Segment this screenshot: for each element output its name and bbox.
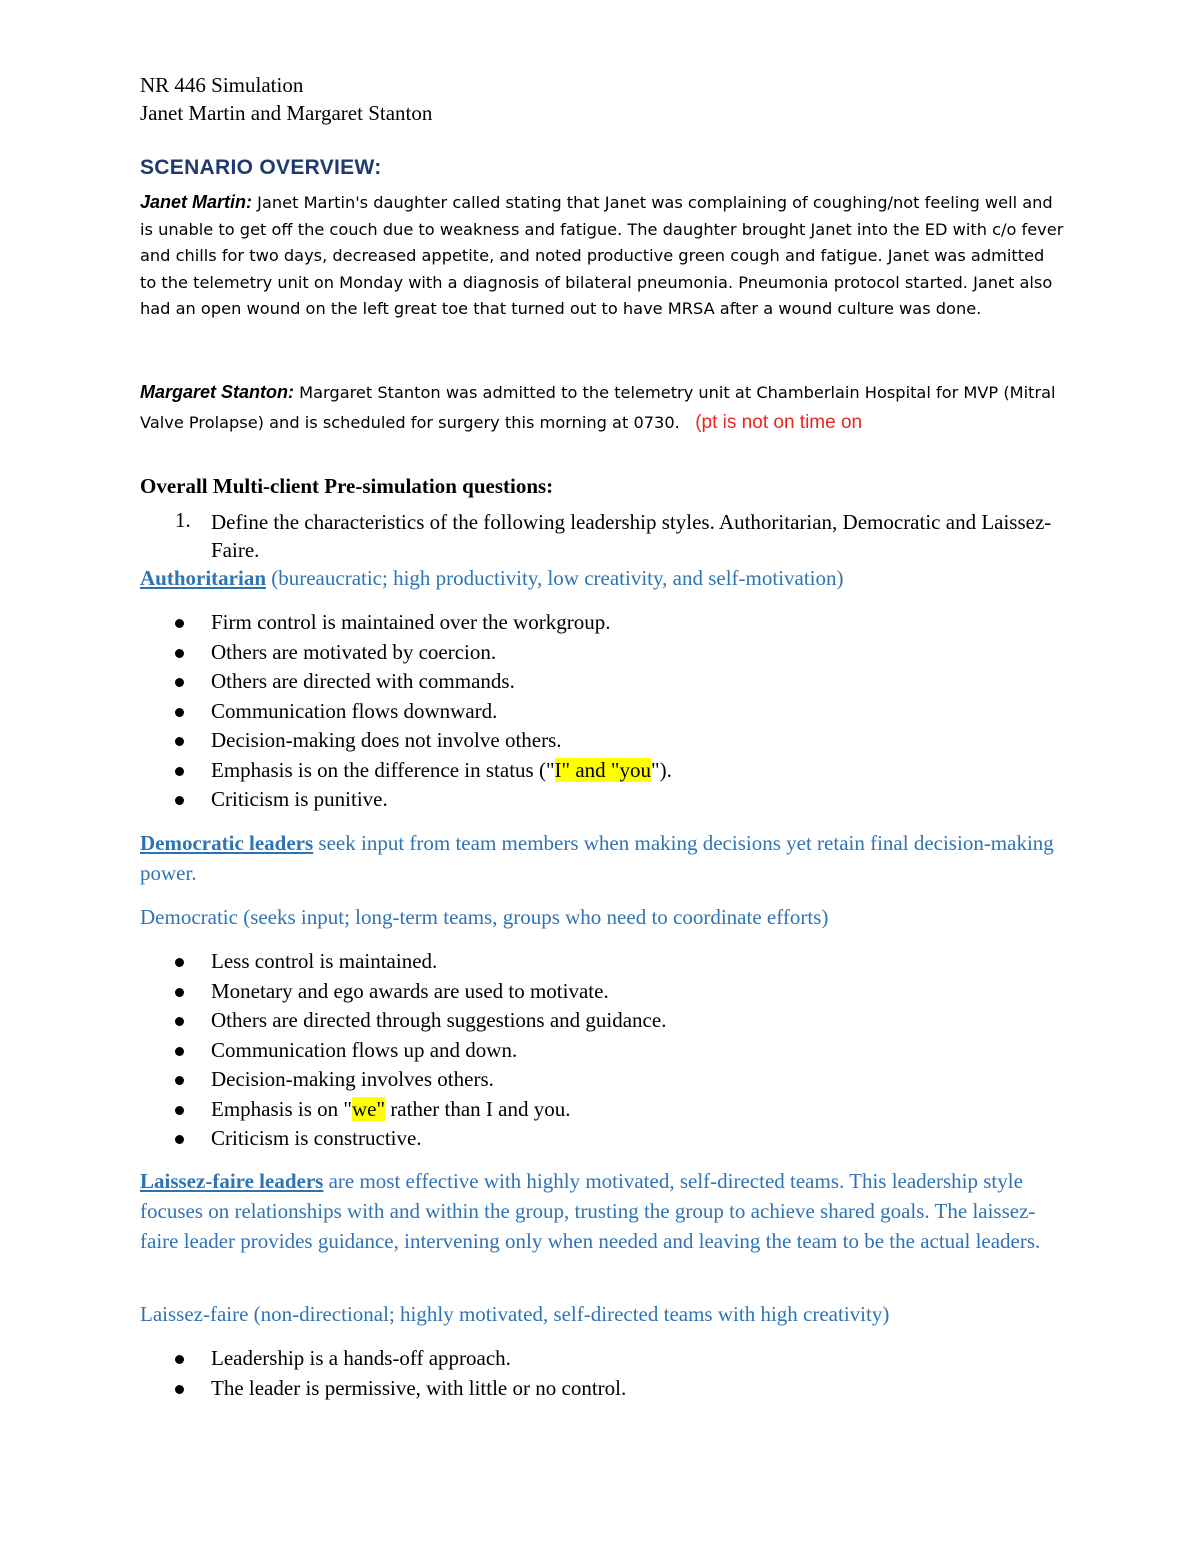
- bullet-icon: [175, 1047, 184, 1056]
- bullet-icon: [175, 1385, 184, 1394]
- authoritarian-heading: [140, 563, 1070, 593]
- bullet-icon: [175, 649, 184, 658]
- list-item: Decision-making does not involve others.: [140, 726, 672, 756]
- margaret-name-label: Margaret Stanton:: [140, 382, 295, 402]
- authoritarian-list: [140, 608, 672, 815]
- margaret-overview-text: Margaret Stanton was admitted to the telemetry unit at Chamberlain Hospital for MVP (Mitral Valve Prolapse) and is scheduled for surgery this morning at 0730.: [140, 383, 1056, 432]
- list-item: Others are motivated by coercion.: [140, 638, 672, 668]
- bullet-icon: [175, 1106, 184, 1115]
- list-item: Leadership is a hands-off approach.: [140, 1344, 626, 1374]
- janet-name-label: Janet Martin:: [140, 192, 253, 212]
- question-text: Define the characteristics of the following leadership styles. Authoritarian, Democratic and Laissez-Faire.: [211, 510, 1052, 562]
- democratic-list: [140, 947, 666, 1154]
- highlighted-text: we": [352, 1096, 386, 1121]
- democratic-desc: seek input from team members when making decisions yet retain final decision-making power.: [140, 831, 1054, 885]
- list-item: Monetary and ego awards are used to motivate.: [140, 977, 666, 1007]
- bullet-icon: [175, 737, 184, 746]
- laissez-faire-list: [140, 1344, 626, 1403]
- laissez-faire-desc: are most effective with highly motivated, self-directed teams. This leadership style focuses on relationships with and within the group, trusting the group to achieve shared goals. The laissez-faire leader provides guidance, intervening only when needed and leaving the team to be the actual leaders.: [140, 1169, 1041, 1253]
- list-item: Communication flows up and down.: [140, 1036, 666, 1066]
- questions-heading: Overall Multi-client Pre-simulation questions:: [140, 474, 554, 498]
- democratic-heading: [140, 828, 1070, 888]
- janet-overview-paragraph: [140, 189, 1065, 323]
- bullet-icon: [175, 1076, 184, 1085]
- question-number: 1.: [175, 508, 191, 532]
- list-item: Criticism is constructive.: [140, 1124, 666, 1154]
- list-item: Communication flows downward.: [140, 697, 672, 727]
- bullet-icon: [175, 767, 184, 776]
- laissez-faire-heading: [140, 1166, 1070, 1256]
- bullet-icon: [175, 1135, 184, 1144]
- bullet-icon: [175, 678, 184, 687]
- highlighted-text: I" and "you: [554, 757, 651, 782]
- laissez-faire-subheading: Laissez-faire (non-directional; highly motivated, self-directed teams with high creativity): [140, 1302, 890, 1326]
- democratic-subheading: Democratic (seeks input; long-term teams, groups who need to coordinate efforts): [140, 905, 829, 929]
- margaret-note: (pt is not on time on: [695, 412, 863, 433]
- bullet-icon: [175, 988, 184, 997]
- list-item: Others are directed through suggestions and guidance.: [140, 1006, 666, 1036]
- list-item: Emphasis is on "we" rather than I and you.: [140, 1095, 666, 1125]
- list-item: Decision-making involves others.: [140, 1065, 666, 1095]
- bullet-icon: [175, 619, 184, 628]
- bullet-icon: [175, 1017, 184, 1026]
- authoritarian-link[interactable]: Authoritarian: [140, 566, 266, 590]
- bullet-icon: [175, 958, 184, 967]
- democratic-link[interactable]: Democratic leaders: [140, 831, 314, 855]
- patient-names: Janet Martin and Margaret Stanton: [140, 101, 433, 125]
- list-item: Less control is maintained.: [140, 947, 666, 977]
- janet-overview-text: Janet Martin's daughter called stating that Janet was complaining of coughing/not feeling well and is unable to get off the couch due to weakness and fatigue. The daughter brought Janet into the ED with c/o fever and chills for two days, decreased appetite, and noted productive green cough and fatigue. Janet was admitted to the telemetry unit on Monday with a diagnosis of bilateral pneumonia. Pneumonia protocol started. Janet also had an open wound on the left great toe that turned out to have MRSA after a wound culture was done.: [140, 193, 1064, 318]
- list-item: The leader is permissive, with little or no control.: [140, 1374, 626, 1404]
- laissez-faire-link[interactable]: Laissez-faire leaders: [140, 1169, 324, 1193]
- list-item: Firm control is maintained over the workgroup.: [140, 608, 672, 638]
- bullet-icon: [175, 708, 184, 717]
- authoritarian-desc: (bureaucratic; high productivity, low creativity, and self-motivation): [266, 566, 844, 590]
- list-item: Criticism is punitive.: [140, 785, 672, 815]
- list-item: Emphasis is on the difference in status ("I" and "you").: [140, 756, 672, 786]
- bullet-icon: [175, 796, 184, 805]
- scenario-overview-heading: SCENARIO OVERVIEW:: [140, 156, 382, 179]
- list-item: Others are directed with commands.: [140, 667, 672, 697]
- course-title: NR 446 Simulation: [140, 73, 304, 97]
- margaret-overview-paragraph: [140, 377, 1065, 438]
- bullet-icon: [175, 1355, 184, 1364]
